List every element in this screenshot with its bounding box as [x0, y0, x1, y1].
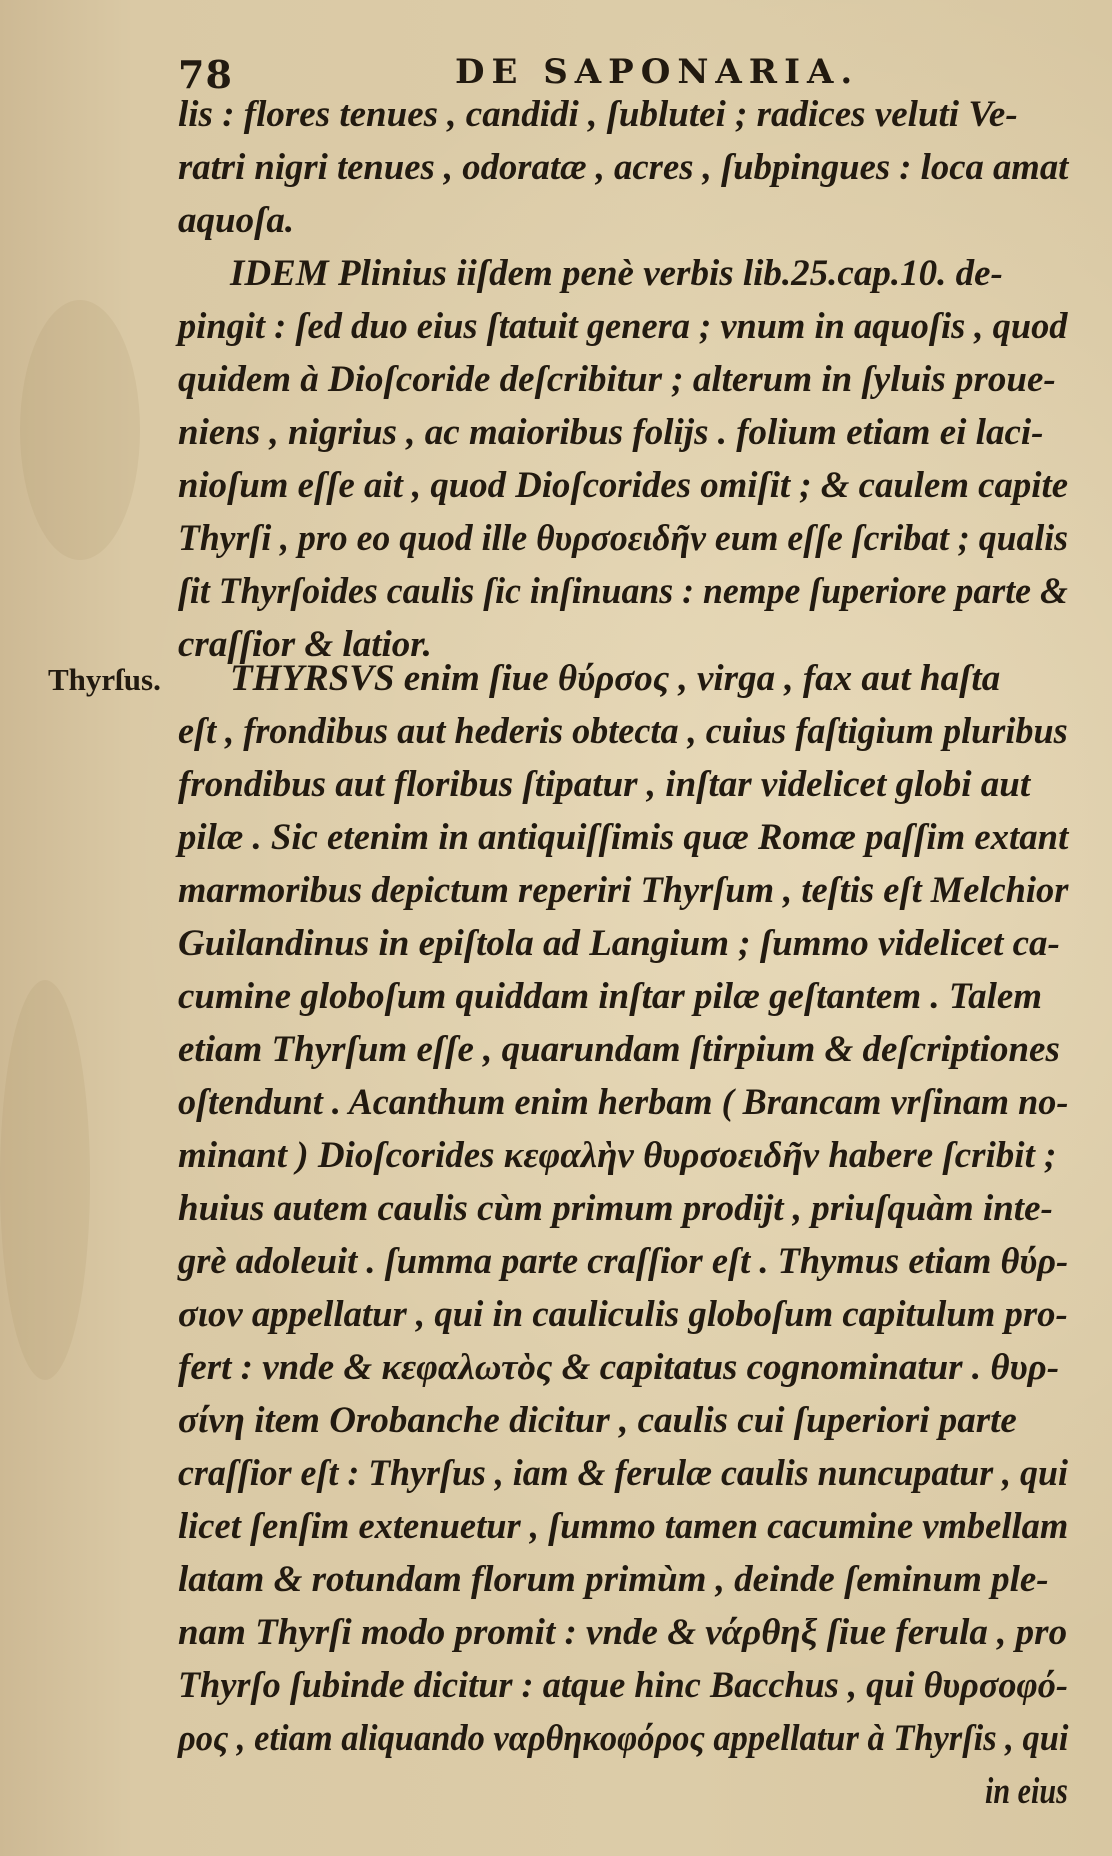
text-line: niens , nigrius , ac maioribus folijs . folium etiam ei laci-: [178, 412, 1044, 453]
text-line: quidem à Dioſcoride deſcribitur ; alterum in ſyluis proue-: [178, 359, 1056, 400]
text-line: σιον appellatur , qui in cauliculis globoſum capitulum pro-: [178, 1294, 1068, 1335]
text-line: licet ſenſim extenuetur , ſummo tamen cacumine vmbellam: [178, 1506, 1069, 1547]
text-line: Thyrſo ſubinde dicitur : atque hinc Bacchus , qui θυρσοφό-: [178, 1665, 1068, 1706]
text-line: Thyrſi , pro eo quod ille θυρσοειδῆν eum eſſe ſcribat ; qualis: [178, 518, 1069, 559]
paper-stain: [0, 980, 90, 1380]
text-line: nioſum eſſe ait , quod Dioſcorides omiſit ; & caulem capite: [178, 465, 1069, 506]
text-line: IDEM Plinius iiſdem penè verbis lib.25.cap.10. de-: [230, 253, 1003, 294]
text-line: lis : flores tenues , candidi , ſublutei ; radices veluti Ve-: [178, 94, 1018, 135]
text-line: etiam Thyrſum eſſe , quarundam ſtirpium & deſcriptiones: [178, 1029, 1060, 1070]
running-head: DE SAPONARIA.: [455, 52, 860, 92]
page-number: 78: [178, 52, 233, 97]
text-line: marmoribus depictum reperiri Thyrſum , teſtis eſt Melchior: [178, 870, 1069, 911]
text-line: huius autem caulis cùm primum prodijt , priuſquàm inte-: [178, 1188, 1053, 1229]
text-line: oſtendunt . Acanthum enim herbam ( Brancam vrſinam no-: [178, 1082, 1069, 1123]
text-line: eſt , frondibus aut hederis obtecta , cuius faſtigium pluribus: [178, 711, 1068, 752]
text-line: craſſior & latior.: [178, 624, 432, 665]
text-line: Guilandinus in epiſtola ad Langium ; ſummo videlicet ca-: [178, 923, 1060, 964]
text-line: ſit Thyrſoides caulis ſic inſinuans : nempe ſuperiore parte &: [178, 571, 1068, 612]
text-line: cumine globoſum quiddam inſtar pilæ geſtantem . Talem: [178, 976, 1043, 1017]
text-line: grè adoleuit . ſumma parte craſſior eſt . Thymus etiam θύρ-: [178, 1241, 1069, 1282]
text-line: ρος , etiam aliquando ναρθηκοφόρος appellatur à Thyrſis , qui: [178, 1718, 1069, 1759]
text-line: ratri nigri tenues , odoratæ , acres , ſubpingues : loca amat: [178, 147, 1069, 188]
text-line: minant ) Dioſcorides κεφαλὴν θυρσοειδῆν habere ſcribit ;: [178, 1135, 1057, 1176]
text-line: nam Thyrſi modo promit : vnde & νάρθηξ ſiue ferula , pro: [178, 1612, 1068, 1653]
text-line: in eius: [985, 1771, 1068, 1812]
text-line: THYRSVS enim ſiue θύρσος , virga , fax aut haſta: [230, 658, 1001, 699]
text-line: σίνη item Orobanche dicitur , caulis cui ſuperiori parte: [178, 1400, 1017, 1441]
margin-note: Thyrſus.: [48, 662, 161, 697]
text-line: pilæ . Sic etenim in antiquiſſimis quæ Romæ paſſim extant: [178, 817, 1069, 858]
text-line: craſſior eſt : Thyrſus , iam & ferulæ caulis nuncupatur , qui: [178, 1453, 1068, 1494]
text-line: pingit : ſed duo eius ſtatuit genera ; vnum in aquoſis , quod: [178, 306, 1068, 347]
text-line: frondibus aut floribus ſtipatur , inſtar videlicet globi aut: [178, 764, 1031, 805]
text-line: latam & rotundam florum primùm , deinde ſeminum ple-: [178, 1559, 1049, 1600]
text-line: fert : vnde & κεφαλωτὸς & capitatus cognominatur . θυρ-: [178, 1347, 1060, 1388]
paper-stain: [20, 300, 140, 560]
text-line: aquoſa.: [178, 200, 295, 241]
